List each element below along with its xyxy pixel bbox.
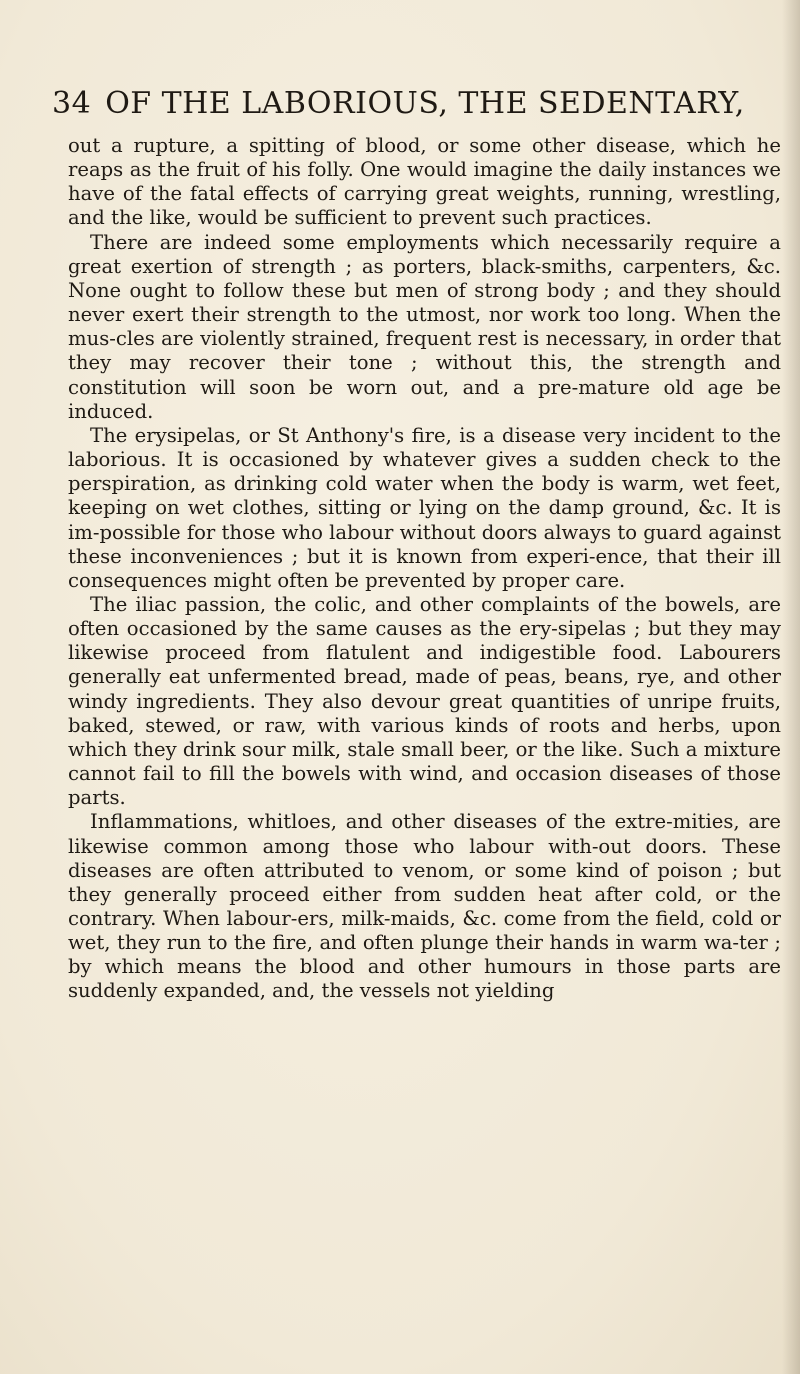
paragraph: Inflammations, whitloes, and other diseases of the extre-mities, are likewise common among those who labour with-out doors. These diseases are often attributed to venom, or some kind of poison ; but they generally proceed either from sudden heat after cold, or the contrary. When labour-ers, milk-maids, &c. come from the field, cold or wet, they run to the fire, and often plunge their hands in warm wa-ter ; by which means the blood and other humours in those parts are suddenly expanded, and, the vessels not yielding [68, 810, 781, 1003]
paragraph: out a rupture, a spitting of blood, or some other disease, which he reaps as the fruit of his folly. One would imagine the daily instances we have of the fatal effects of carrying great weights, running, wrestling, and the like, would be sufficient to prevent such practices. [68, 134, 781, 230]
body-text [68, 134, 781, 1004]
running-header [52, 86, 752, 121]
paragraph: The iliac passion, the colic, and other complaints of the bowels, are often occasioned by the same causes as the ery-sipelas ; but they may likewise proceed from flatulent and indigestible food. Labourers generally eat unfermented bread, made of peas, beans, rye, and other windy ingredients. They also devour great quantities of unripe fruits, baked, stewed, or raw, with various kinds of roots and herbs, upon which they drink sour milk, stale small beer, or the like. Such a mixture cannot fail to fill the bowels with wind, and occasion diseases of those parts. [68, 592, 781, 810]
page-number: 34 [52, 86, 92, 121]
paragraph: There are indeed some employments which necessarily require a great exertion of strength ; as porters, black-smiths, carpenters, &c. None ought to follow these but men of strong body ; and they should never exert their strength to the utmost, nor work too long. When the mus-cles are violently strained, frequent rest is necessary, in order that they may recover their tone ; without this, the strength and constitution will soon be worn out, and a pre-mature old age be induced. [68, 230, 781, 423]
paragraph: The erysipelas, or St Anthony's fire, is a disease very incident to the laborious. It is occasioned by whatever gives a sudden check to the perspiration, as drinking cold water when the body is warm, wet feet, keeping on wet clothes, sitting or lying on the damp ground, &c. It is im-possible for those who labour without doors always to guard against these inconveniences ; but it is known from experi-ence, that their ill consequences might often be prevented by proper care. [68, 423, 781, 592]
running-title: OF THE LABORIOUS, THE SEDENTARY, [105, 86, 745, 121]
page-edge-shadow [782, 0, 800, 1374]
